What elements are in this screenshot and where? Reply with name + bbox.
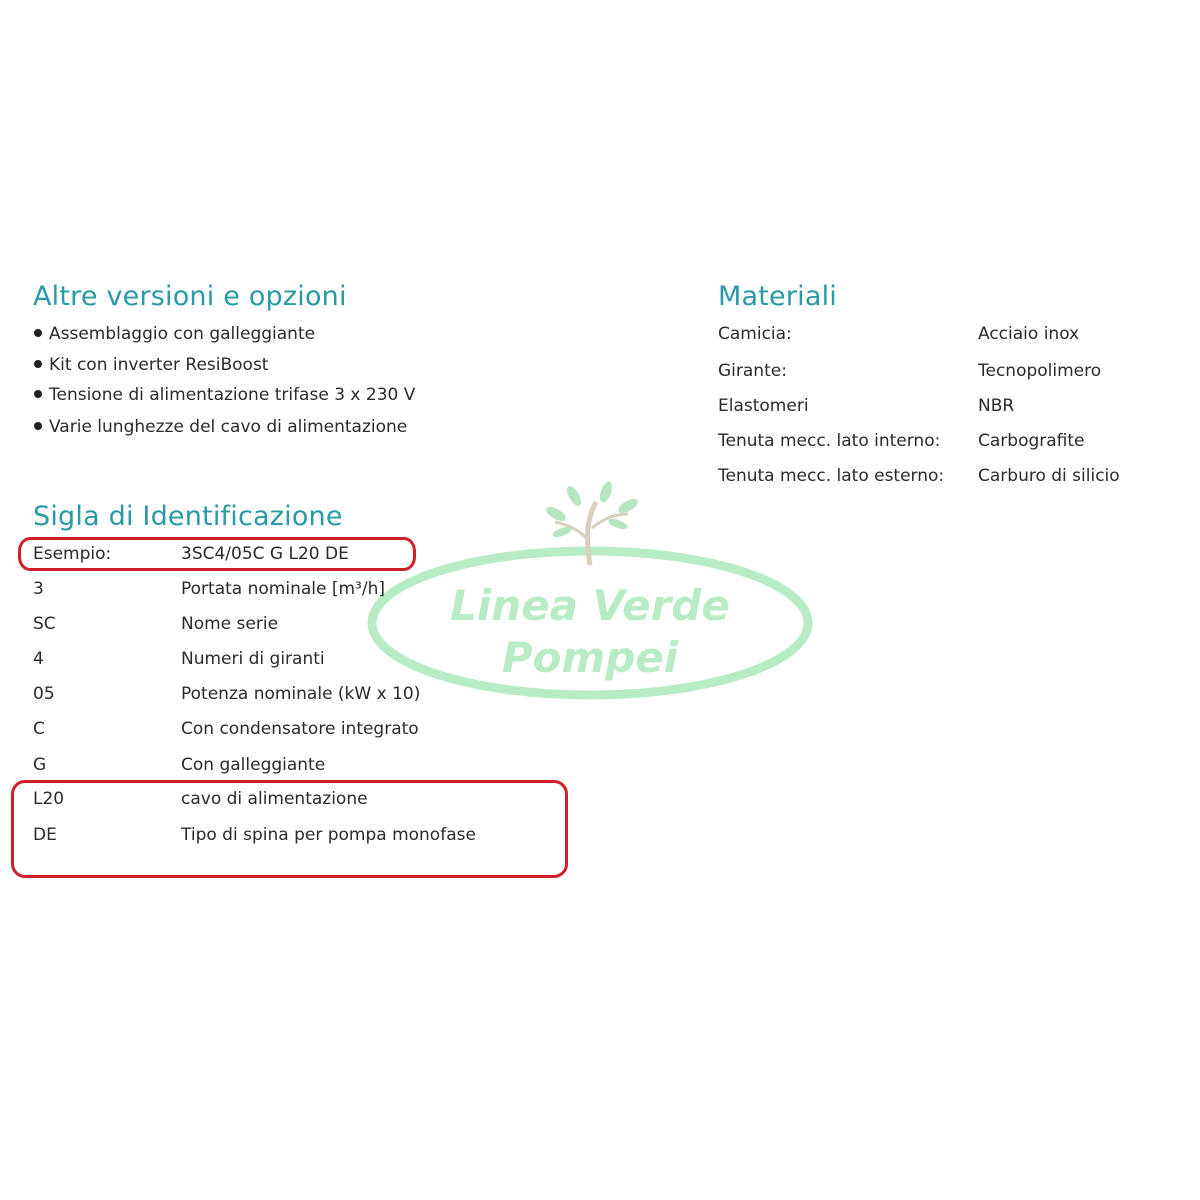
- code-cell: 4: [33, 649, 44, 669]
- material-label: Elastomeri: [718, 396, 809, 416]
- watermark-line2: Pompei: [501, 633, 679, 682]
- options-title: Altre versioni e opzioni: [33, 281, 347, 312]
- code-cell: C: [33, 719, 45, 739]
- desc-cell: Numeri di giranti: [181, 649, 325, 669]
- example-label: Esempio:: [33, 544, 112, 564]
- materials-title: Materiali: [718, 281, 837, 312]
- material-label: Tenuta mecc. lato interno:: [718, 431, 941, 451]
- example-value: 3SC4/05C G L20 DE: [181, 544, 349, 564]
- watermark-line1: Linea Verde: [450, 581, 730, 630]
- desc-cell: Nome serie: [181, 614, 279, 634]
- material-value: Acciaio inox: [978, 324, 1080, 344]
- watermark-logo: [360, 480, 820, 710]
- bullet-icon: [34, 360, 42, 368]
- desc-cell: cavo di alimentazione: [181, 789, 368, 809]
- bullet-icon: [34, 422, 42, 430]
- material-value: Carburo di silicio: [978, 466, 1120, 486]
- material-label: Tenuta mecc. lato esterno:: [718, 466, 945, 486]
- desc-cell: Portata nominale [m³/h]: [181, 579, 385, 599]
- bullet-icon: [34, 329, 42, 337]
- material-label: Camicia:: [718, 324, 792, 344]
- material-value: NBR: [978, 396, 1015, 416]
- material-value: Carbografite: [978, 431, 1085, 451]
- list-item: Kit con inverter ResiBoost: [34, 354, 268, 376]
- code-cell: DE: [33, 825, 57, 845]
- watermark-text: [380, 580, 800, 684]
- desc-cell: Potenza nominale (kW x 10): [181, 684, 421, 704]
- list-item: Assemblaggio con galleggiante: [34, 323, 315, 345]
- code-cell: 05: [33, 684, 55, 704]
- desc-cell: Tipo di spina per pompa monofase: [181, 825, 476, 845]
- code-cell: L20: [33, 789, 65, 809]
- desc-cell: Con condensatore integrato: [181, 719, 419, 739]
- tree-icon: [544, 480, 640, 565]
- code-cell: 3: [33, 579, 44, 599]
- material-value: Tecnopolimero: [978, 361, 1102, 381]
- desc-cell: Con galleggiante: [181, 755, 326, 775]
- watermark-ellipse: [372, 551, 808, 695]
- list-item: Tensione di alimentazione trifase 3 x 230 V: [34, 384, 415, 406]
- code-cell: G: [33, 755, 47, 775]
- identification-title: Sigla di Identificazione: [33, 501, 343, 532]
- material-label: Girante:: [718, 361, 787, 381]
- code-cell: SC: [33, 614, 56, 634]
- bullet-icon: [34, 390, 42, 398]
- list-item: Varie lunghezze del cavo di alimentazione: [34, 416, 407, 438]
